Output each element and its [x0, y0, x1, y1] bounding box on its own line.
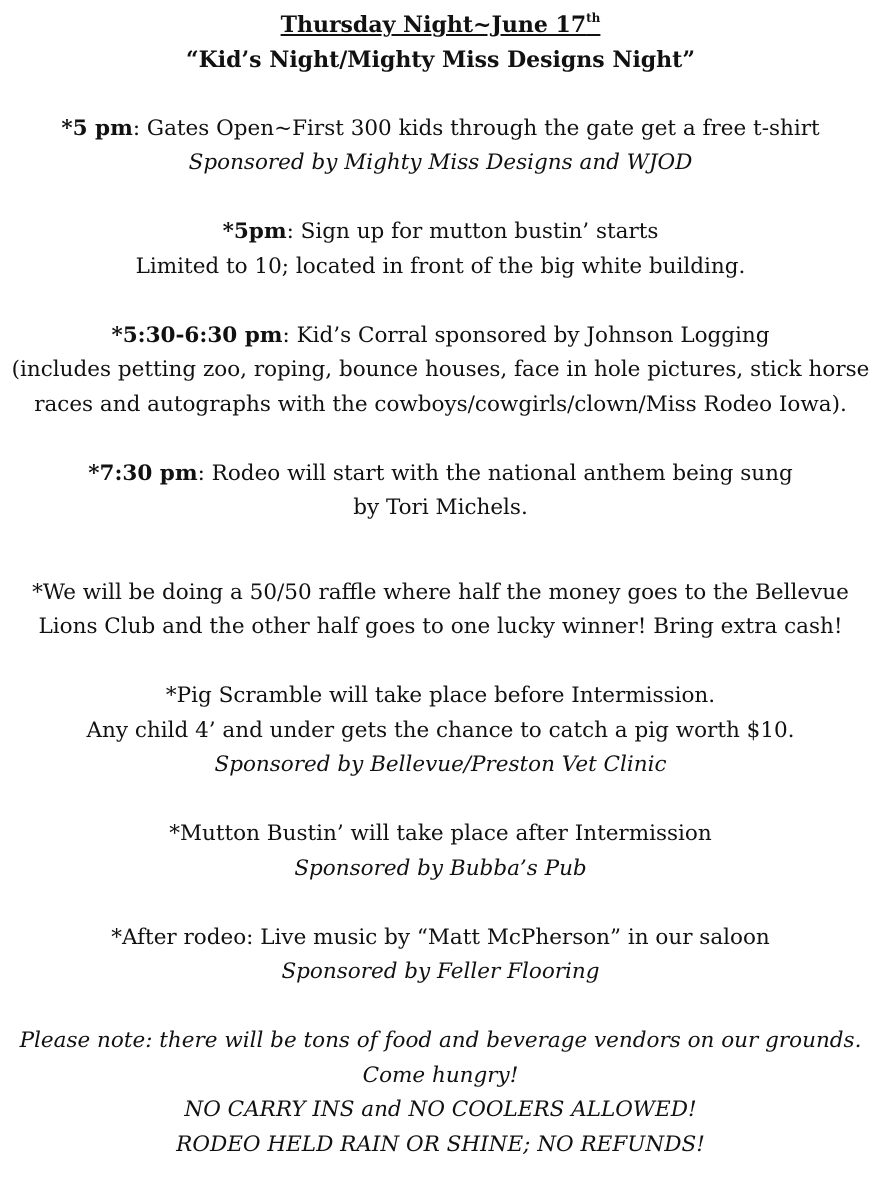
event-text: : Kid’s Corral sponsored by Johnson Logging [282, 322, 770, 348]
live-music-note: *After rodeo: Live music by “Matt McPherson” in our saloon [111, 924, 770, 950]
event-kids-corral [0, 319, 881, 354]
event-time: *5 pm [61, 115, 133, 141]
mutton-bustin-sponsor: Sponsored by Bubba’s Pub [294, 855, 587, 881]
event-mutton-signup [0, 215, 881, 250]
raffle-note: Lions Club and the other half goes to one lucky winner! Bring extra cash! [38, 614, 843, 639]
mutton-bustin-note: *Mutton Bustin’ will take place after Intermission [169, 821, 712, 846]
event-gates [0, 112, 881, 147]
event-detail: Limited to 10; located in front of the big white building. [135, 253, 746, 279]
event-detail: (includes petting zoo, roping, bounce houses, face in hole pictures, stick horse [11, 357, 870, 382]
footer-note: Please note: there will be tons of food and beverage vendors on our grounds. [19, 1028, 862, 1053]
event-detail: races and autographs with the cowboys/cowgirls/clown/Miss Rodeo Iowa). [34, 391, 847, 417]
pig-scramble-note: Any child 4’ and under gets the chance to catch a pig worth $10. [86, 717, 795, 743]
event-detail: by Tori Michels. [353, 495, 528, 520]
event-time: *5:30-6:30 pm [111, 322, 283, 348]
page-title [0, 8, 881, 43]
live-music-sponsor: Sponsored by Feller Flooring [281, 959, 600, 984]
footer-note: RODEO HELD RAIN OR SHINE; NO REFUNDS! [176, 1131, 705, 1157]
footer-note: NO CARRY INS and NO COOLERS ALLOWED! [184, 1097, 697, 1122]
event-rodeo [0, 457, 881, 492]
pig-scramble-sponsor: Sponsored by Bellevue/Preston Vet Clinic [214, 752, 667, 777]
pig-scramble-note: *Pig Scramble will take place before Intermission. [165, 683, 716, 708]
footer-note: Come hungry! [362, 1062, 519, 1088]
event-time: *7:30 pm [88, 460, 198, 486]
event-time: *5pm [222, 219, 287, 244]
event-text: : Sign up for mutton bustin’ starts [286, 219, 659, 244]
event-text: : Rodeo will start with the national anthem being sung [197, 460, 793, 486]
title-text: Thursday Night~June 17 [280, 12, 587, 38]
page-subtitle: “Kid’s Night/Mighty Miss Designs Night” [186, 46, 695, 73]
raffle-note: *We will be doing a 50/50 raffle where half the money goes to the Bellevue [32, 579, 849, 605]
event-text: : Gates Open~First 300 kids through the gate get a free t-shirt [132, 115, 820, 141]
title-ordinal-suffix: th [586, 11, 601, 25]
event-sponsor: Sponsored by Mighty Miss Designs and WJOD [188, 150, 693, 175]
